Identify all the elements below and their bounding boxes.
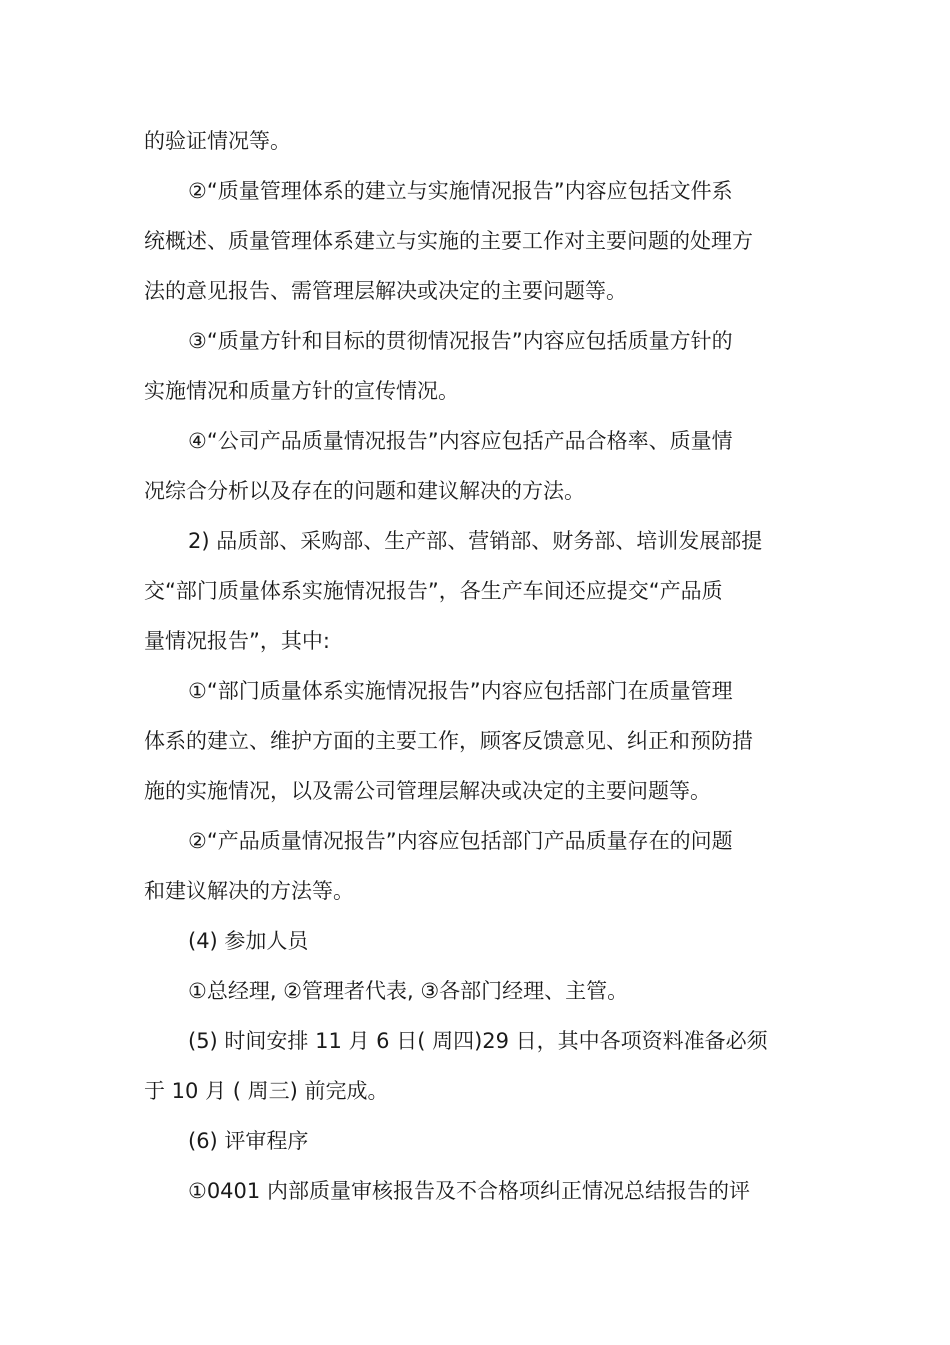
text-line: 量情况报告”，其中: bbox=[144, 629, 330, 653]
text-line: 交“部门质量体系实施情况报告”，各生产车间还应提交“产品质 bbox=[144, 579, 723, 603]
text-line: 统概述、质量管理体系建立与实施的主要工作对主要问题的处理方 bbox=[144, 229, 753, 253]
text-line: ②“产品质量情况报告”内容应包括部门产品质量存在的问题 bbox=[188, 829, 733, 853]
text-line: 况综合分析以及存在的问题和建议解决的方法。 bbox=[144, 479, 585, 503]
text-line: 实施情况和质量方针的宣传情况。 bbox=[144, 379, 459, 403]
text-line: ①总经理, ②管理者代表, ③各部门经理、主管。 bbox=[188, 979, 629, 1003]
text-line: 的验证情况等。 bbox=[144, 129, 291, 153]
text-line: ②“质量管理体系的建立与实施情况报告”内容应包括文件系 bbox=[188, 179, 733, 203]
text-line: 施的实施情况，以及需公司管理层解决或决定的主要问题等。 bbox=[144, 779, 711, 803]
text-line: 于 10 月 ( 周三) 前完成。 bbox=[144, 1079, 389, 1103]
section-heading: (4) 参加人员 bbox=[188, 929, 309, 953]
text-line: 和建议解决的方法等。 bbox=[144, 879, 354, 903]
text-line: ①0401 内部质量审核报告及不合格项纠正情况总结报告的评 bbox=[188, 1179, 750, 1203]
text-line: 法的意见报告、需管理层解决或决定的主要问题等。 bbox=[144, 279, 627, 303]
section-heading: (6) 评审程序 bbox=[188, 1129, 309, 1153]
text-line: ③“质量方针和目标的贯彻情况报告”内容应包括质量方针的 bbox=[188, 329, 733, 353]
section-heading: (5) 时间安排 11 月 6 日( 周四)29 日，其中各项资料准备必须 bbox=[188, 1029, 768, 1053]
text-line: 体系的建立、维护方面的主要工作，顾客反馈意见、纠正和预防措 bbox=[144, 729, 753, 753]
text-line: ④“公司产品质量情况报告”内容应包括产品合格率、质量情 bbox=[188, 429, 733, 453]
text-line: ①“部门质量体系实施情况报告”内容应包括部门在质量管理 bbox=[188, 679, 733, 703]
text-line: 2) 品质部、采购部、生产部、营销部、财务部、培训发展部提 bbox=[188, 529, 763, 553]
